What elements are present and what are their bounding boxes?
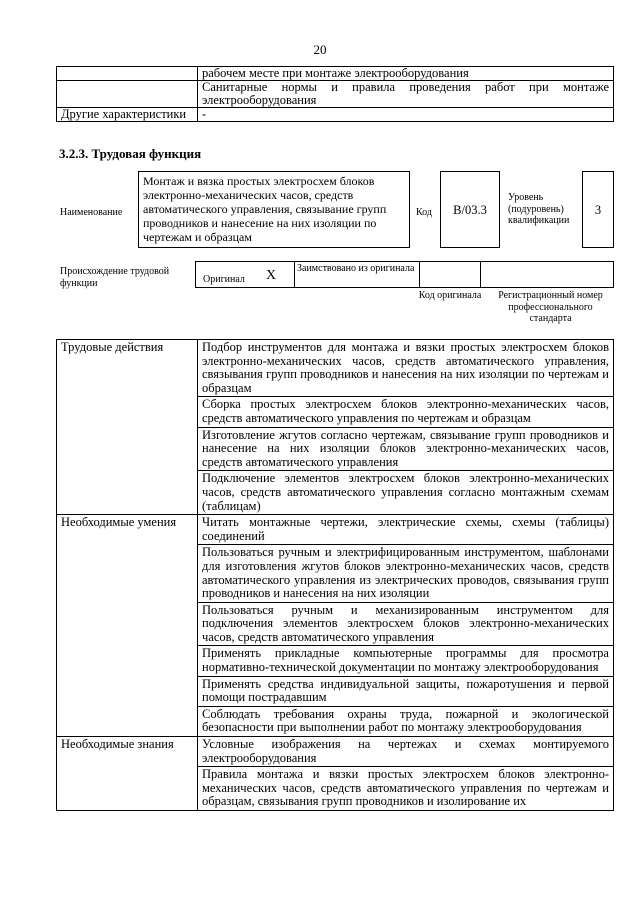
table-cell-value: Санитарные нормы и правила проведения работ при монтаже электрооборудования — [198, 81, 614, 108]
group-label: Необходимые умения — [57, 515, 198, 737]
original-mark: X — [266, 268, 277, 283]
code-label: Код — [416, 207, 432, 218]
list-item: Правила монтажа и вязки простых электросхем блоков электронно-механических часов, средств автоматического управления по чертежам и образцам, связывания групп проводников и изолирование их — [198, 767, 614, 811]
group-label: Необходимые знания — [57, 737, 198, 811]
table-cell-label — [57, 67, 198, 81]
table-cell-label: Другие характеристики — [57, 108, 198, 122]
page-number: 20 — [313, 42, 327, 57]
reg-number-caption: Регистрационный номер профессионального стандарта — [498, 290, 603, 324]
table-row — [57, 340, 614, 397]
table-cell-value: - — [198, 108, 614, 122]
table-row — [57, 67, 614, 81]
origin-label: Происхождение трудовой функции — [60, 266, 170, 289]
list-item: Применять средства индивидуальной защиты, пожаротушения и первой помощи пострадавшим — [198, 676, 614, 706]
list-item: Пользоваться ручным и электрифицированным инструментом, шаблонами для изготовления жгутов блоков электронно-механических часов, средств автоматического управления из электрических проводов, связывания групп проводников и нанесения на них изоляции — [198, 545, 614, 602]
list-item: Применять прикладные компьютерные программы для просмотра нормативно-технической документации по монтажу электрооборудования — [198, 646, 614, 676]
level-value: 3 — [582, 171, 614, 248]
divider — [419, 262, 420, 287]
level-label: Уровень (подуровень) квалификации — [508, 192, 570, 226]
table-row — [57, 108, 614, 122]
group-label: Трудовые действия — [57, 340, 198, 515]
table-row — [57, 515, 614, 545]
list-item: Пользоваться ручным и механизированным инструментом для подключения элементов электросхем блоков электронно-механических часов, средств автоматического управления — [198, 602, 614, 646]
top-table — [56, 66, 614, 122]
list-item: Подключение элементов электросхем блоков электронно-механических часов, средств автоматического управления согласно монтажным схемам (таблицам) — [198, 471, 614, 515]
table-cell-label — [57, 81, 198, 108]
divider — [480, 262, 481, 287]
list-item: Условные изображения на чертежах и схемах монтируемого электрооборудования — [198, 737, 614, 767]
code-value: В/03.3 — [440, 171, 500, 248]
name-value: Монтаж и вязка простых электросхем блоков электронно-механических часов, средств автоматического управления, связывание групп проводников и нанесение на них изоляции по чертежам и образцам — [138, 171, 410, 248]
list-item: Соблюдать требования охраны труда, пожарной и экологической безопасности при выполнении работ по монтажу электрооборудования — [198, 706, 614, 736]
section-title: 3.2.3. Трудовая функция — [59, 146, 202, 161]
list-item: Читать монтажные чертежи, электрические схемы, схемы (таблицы) соединений — [198, 515, 614, 545]
list-item: Изготовление жгутов согласно чертежам, связывание групп проводников и нанесение на них изоляции блоков электронно-механических часов, средств автоматического управления — [198, 427, 614, 471]
divider — [294, 262, 295, 287]
original-label: Оригинал — [203, 274, 245, 285]
list-item: Сборка простых электросхем блоков электронно-механических часов, средств автоматического управления по чертежам и образцам — [198, 397, 614, 427]
table-row — [57, 737, 614, 767]
borrowed-label: Заимствовано из оригинала — [297, 263, 415, 274]
list-item: Подбор инструментов для монтажа и вязки простых электросхем блоков электронно-механических часов, средств автоматического управления, связывания групп проводников и нанесения на них изоляции по чертежам и образцам — [198, 340, 614, 397]
table-cell-value: рабочем месте при монтаже электрооборудования — [198, 67, 614, 81]
name-label: Наименование — [60, 207, 123, 218]
main-table — [56, 339, 614, 811]
code-original-caption: Код оригинала — [418, 290, 482, 301]
table-row — [57, 81, 614, 108]
